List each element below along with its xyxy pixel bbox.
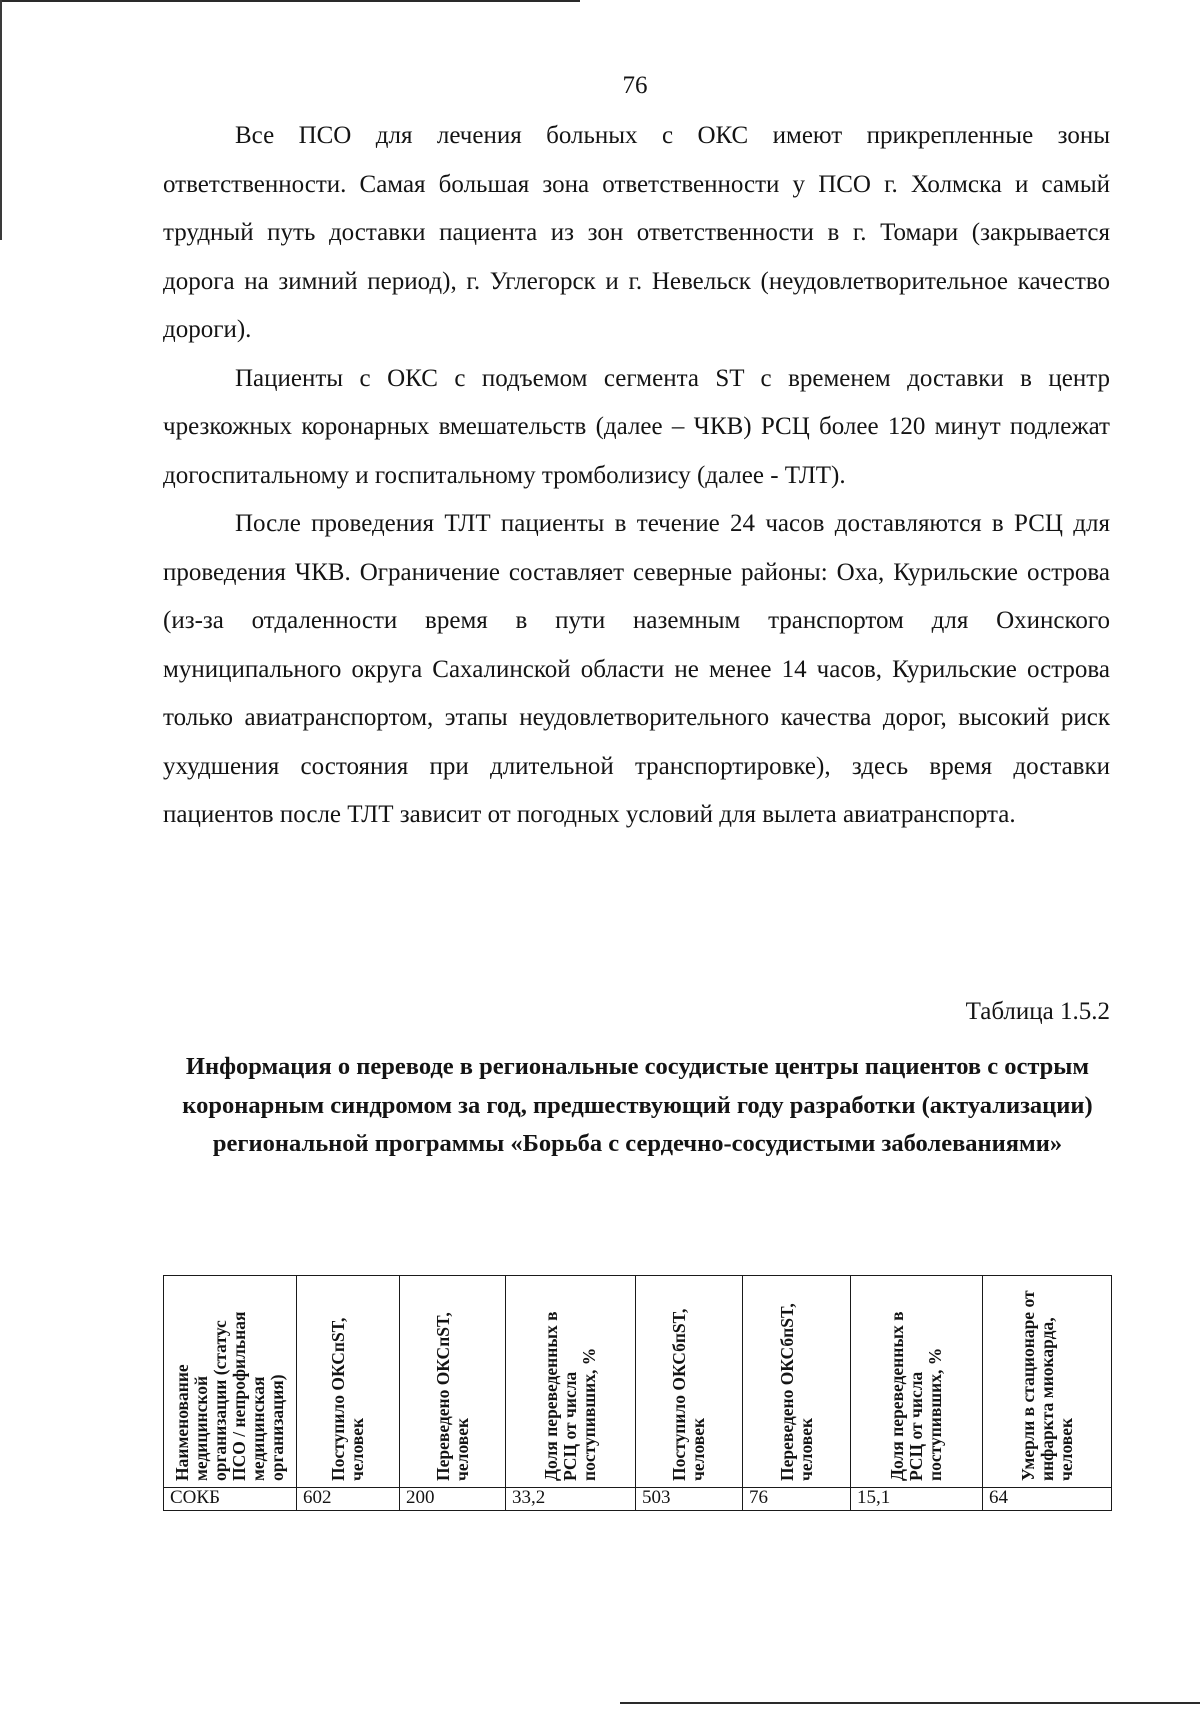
cell-admitted-nstemi: 503 <box>636 1488 743 1511</box>
header-share-stemi: Доля переведенных в РСЦ от числа поступивших, % <box>541 1311 599 1481</box>
header-admitted-nstemi: Поступило ОКСбпST, человек <box>669 1308 708 1481</box>
paragraph-1: Все ПСО для лечения больных с ОКС имеют прикрепленные зоны ответственности. Самая большая зона ответственности у ПСО г. Холмска и самый трудный путь доставки пациента из зон ответственности в г. Томари (закрывается дорога на зимний период), г. Углегорск и г. Невельск (неудовлетворительное качество дороги). <box>163 122 1110 343</box>
header-transferred-nstemi: Переведено ОКСбпST, человек <box>776 1303 816 1481</box>
header-admitted-stemi: Поступило ОКСпST, человек <box>328 1317 367 1481</box>
table-row <box>164 1488 1112 1511</box>
scan-edge-left <box>0 0 2 240</box>
header-share-nstemi: Доля переведенных в РСЦ от числа поступивших, % <box>887 1311 945 1481</box>
header-cell <box>164 1276 297 1488</box>
data-table <box>163 1275 1112 1511</box>
cell-died: 64 <box>983 1488 1112 1511</box>
cell-organization: СОКБ <box>164 1488 297 1511</box>
header-cell <box>983 1276 1112 1488</box>
header-cell <box>297 1276 400 1488</box>
header-cell <box>743 1276 851 1488</box>
cell-transferred-stemi: 200 <box>400 1488 506 1511</box>
scan-edge-top <box>0 0 580 2</box>
header-died: Умерли в стационаре от инфаркта миокарда, человек <box>1017 1290 1076 1481</box>
paragraph-2: Пациенты с ОКС с подъемом сегмента ST с временем доставки в центр чрезкожных коронарных вмешательств (далее – ЧКВ) РСЦ более 120 минут подлежат догоспитальному и госпитальному тромболизису (далее - ТЛТ). <box>163 364 1110 489</box>
body-text <box>163 112 1110 840</box>
header-cell <box>851 1276 983 1488</box>
cell-transferred-nstemi: 76 <box>743 1488 851 1511</box>
header-organization: Наименование медицинской организации (статус ПСО / непрофильная медицинская организация) <box>172 1311 287 1481</box>
table-title: Информация о переводе в региональные сосудистые центры пациентов с острым коронарным синдромом за год, предшествующий году разработки (актуализации) региональной программы «Борьба с сердечно-сосудистыми заболеваниями» <box>182 1053 1093 1157</box>
header-cell <box>636 1276 743 1488</box>
header-cell <box>400 1276 506 1488</box>
header-transferred-stemi: Переведено ОКСпST, человек <box>432 1312 472 1481</box>
table-header-row <box>164 1276 1112 1488</box>
cell-share-nstemi: 15,1 <box>851 1488 983 1511</box>
paragraph-3: После проведения ТЛТ пациенты в течение 24 часов доставляются в РСЦ для проведения ЧКВ. Ограничение составляет северные районы: Оха, Курильские острова (из-за отдаленности время в пути наземным транспортом для Охинского муниципального округа Сахалинской области не менее 14 часов, Курильские острова только авиатранспортом, этапы неудовлетворительного качества дорог, высокий риск ухудшения состояния при длительной транспортировке), здесь время доставки пациентов после ТЛТ зависит от погодных условий для вылета авиатранспорта. <box>163 510 1110 828</box>
header-cell <box>506 1276 636 1488</box>
table-caption: Таблица 1.5.2 <box>965 998 1110 1025</box>
cell-share-stemi: 33,2 <box>506 1488 636 1511</box>
cell-admitted-stemi: 602 <box>297 1488 400 1511</box>
scan-edge-bottom <box>620 1702 1200 1704</box>
page-number: 76 <box>622 72 648 99</box>
